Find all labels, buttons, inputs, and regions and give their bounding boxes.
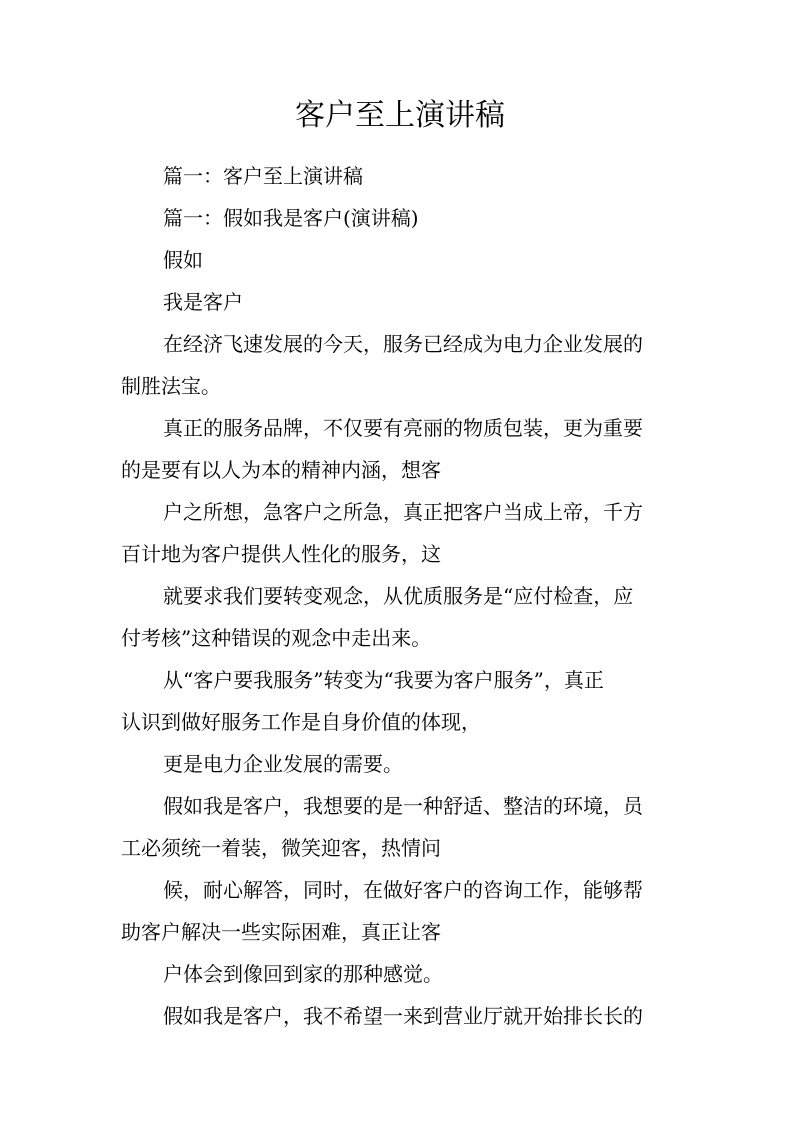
body-line: 更是电力企业发展的需要。 bbox=[163, 752, 403, 776]
body-line: 的是要有以人为本的精神内涵，想客 bbox=[121, 458, 441, 482]
body-line: 工必须统一着装，微笑迎客，热情问 bbox=[121, 836, 441, 860]
body-line: 候，耐心解答，同时，在做好客户的咨询工作，能够帮 bbox=[163, 878, 643, 902]
body-line: 在经济飞速发展的今天，服务已经成为电力企业发展的 bbox=[163, 332, 643, 356]
body-line: 篇一：假如我是客户(演讲稿) bbox=[163, 206, 419, 230]
body-line: 篇一：客户至上演讲稿 bbox=[163, 164, 363, 188]
body-line: 户体会到像回到家的那种感觉。 bbox=[163, 962, 443, 986]
body-line: 我是客户 bbox=[163, 290, 243, 314]
document-title: 客户至上演讲稿 bbox=[295, 98, 505, 133]
body-line: 认识到做好服务工作是自身价值的体现， bbox=[121, 710, 481, 734]
body-line: 付考核”这种错误的观念中走出来。 bbox=[121, 626, 432, 650]
body-line: 户之所想，急客户之所急，真正把客户当成上帝，千方 bbox=[163, 500, 643, 524]
body-line: 百计地为客户提供人性化的服务，这 bbox=[121, 542, 441, 566]
body-line: 制胜法宝。 bbox=[121, 374, 221, 398]
body-line: 助客户解决一些实际困难，真正让客 bbox=[121, 920, 441, 944]
body-line: 假如我是客户，我想要的是一种舒适、整洁的环境，员 bbox=[163, 794, 643, 818]
body-line: 假如我是客户，我不希望一来到营业厅就开始排长长的 bbox=[163, 1004, 643, 1028]
body-line: 真正的服务品牌，不仅要有亮丽的物质包装，更为重要 bbox=[163, 416, 643, 440]
body-line: 假如 bbox=[163, 248, 203, 272]
body-line: 就要求我们要转变观念，从优质服务是“应付检查，应 bbox=[163, 584, 634, 608]
body-line: 从“客户要我服务”转变为“我要为客户服务”，真正 bbox=[163, 668, 604, 692]
